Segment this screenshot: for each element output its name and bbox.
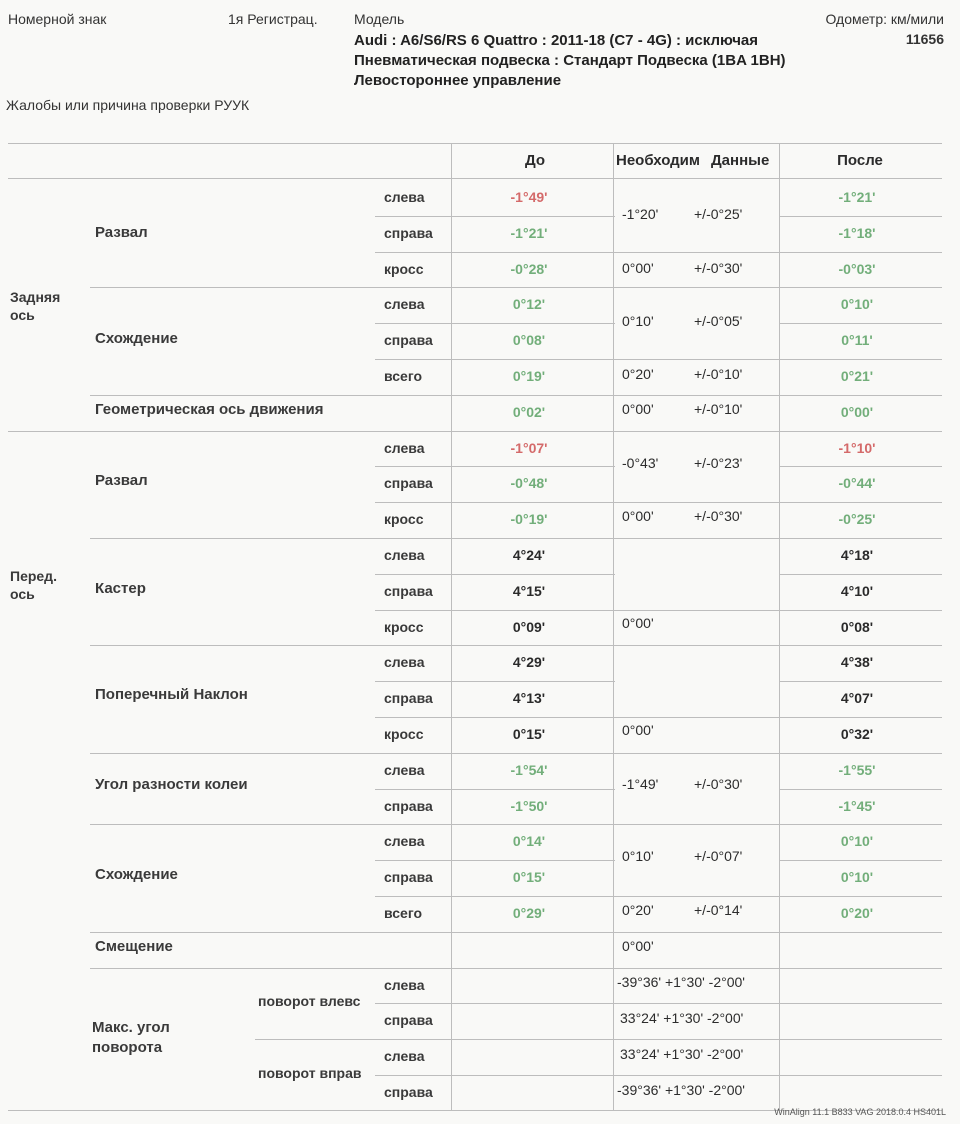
grid-line	[375, 574, 615, 575]
grid-line	[375, 717, 615, 718]
value-before: 4°29'	[512, 654, 546, 671]
spec-tolerance: +/-0°23'	[694, 455, 743, 471]
complaints-label: Жалобы или причина проверки РУУК	[6, 97, 250, 113]
spec-nominal: 0°20'	[622, 902, 654, 918]
grid-line	[613, 359, 779, 360]
grid-line	[255, 1039, 942, 1040]
grid-line	[90, 753, 942, 754]
sai-label: Поперечный Наклон	[95, 686, 248, 703]
max-turn-label: Макс. угол поворота	[92, 1019, 170, 1056]
value-before: 0°02'	[512, 403, 546, 420]
spec-nominal: 0°10'	[622, 313, 654, 329]
spec-tolerance: +/-0°25'	[694, 206, 743, 222]
value-before: -1°21'	[510, 224, 548, 241]
spec-nominal: 0°00'	[622, 260, 654, 276]
grid-line	[613, 252, 779, 253]
spec-nominal: 0°00'	[622, 938, 654, 954]
spec-nominal: 0°00'	[622, 508, 654, 524]
row-side-label: слева	[384, 761, 425, 778]
value-after: 4°10'	[840, 582, 874, 599]
grid-line	[779, 896, 942, 897]
spec-tolerance: +/-0°05'	[694, 313, 743, 329]
value-before: 0°15'	[512, 725, 546, 742]
grid-line	[613, 502, 779, 503]
value-before: -0°19'	[510, 511, 548, 528]
value-after: 4°07'	[840, 690, 874, 707]
value-after: 0°10'	[840, 869, 874, 886]
value-before: -1°49'	[510, 188, 548, 205]
grid-line	[90, 287, 942, 288]
value-after: -1°45'	[838, 797, 876, 814]
thrust-angle-label: Геометрическая ось движения	[95, 401, 324, 418]
value-after: -1°55'	[838, 761, 876, 778]
value-before: -0°28'	[510, 260, 548, 277]
grid-line	[375, 681, 615, 682]
spec-tolerance: +/-0°30'	[694, 776, 743, 792]
grid-line	[375, 896, 615, 897]
spec-turn: -39°36' +1°30' -2°00'	[617, 1082, 745, 1098]
value-after: -1°21'	[838, 188, 876, 205]
grid-line	[90, 645, 942, 646]
grid-line	[90, 824, 942, 825]
value-before: 0°09'	[512, 618, 546, 635]
row-side-label: кросс	[384, 725, 424, 742]
grid-line	[779, 1075, 942, 1076]
grid-line	[375, 789, 615, 790]
value-before: 0°15'	[512, 869, 546, 886]
col-required: Необходим	[616, 152, 701, 169]
value-before: 4°13'	[512, 690, 546, 707]
registration-label: 1я Регистрац.	[228, 11, 318, 27]
spec-nominal: 0°00'	[622, 401, 654, 417]
spec-nominal: -1°49'	[622, 776, 659, 792]
grid-line	[613, 896, 779, 897]
odometer-value: 11656	[905, 31, 944, 47]
row-side-label: справа	[384, 797, 433, 814]
rear-toe-label: Схождение	[95, 330, 178, 347]
value-after: 0°32'	[840, 725, 874, 742]
value-before: -1°50'	[510, 797, 548, 814]
row-side-label: справа	[384, 224, 433, 241]
row-side-label: слева	[384, 1048, 425, 1065]
grid-line	[779, 717, 942, 718]
spec-tolerance: +/-0°10'	[694, 401, 743, 417]
grid-line	[779, 252, 942, 253]
grid-line	[375, 216, 615, 217]
value-before: 0°12'	[512, 296, 546, 313]
value-after: 4°38'	[840, 654, 874, 671]
row-side-label: справа	[384, 690, 433, 707]
value-after: 0°08'	[840, 618, 874, 635]
value-after: -1°10'	[838, 439, 876, 456]
value-after: -0°03'	[838, 260, 876, 277]
row-side-label: справа	[384, 869, 433, 886]
row-side-label: справа	[384, 475, 433, 492]
spec-tolerance: +/-0°30'	[694, 508, 743, 524]
grid-line	[613, 1003, 779, 1004]
row-side-label: справа	[384, 582, 433, 599]
value-after: 0°21'	[840, 367, 874, 384]
grid-line	[375, 502, 615, 503]
row-side-label: справа	[384, 1083, 433, 1100]
value-before: 0°14'	[512, 833, 546, 850]
grid-line	[90, 932, 942, 933]
spec-turn: -39°36' +1°30' -2°00'	[617, 974, 745, 990]
value-after: 4°18'	[840, 546, 874, 563]
value-after: 0°10'	[840, 833, 874, 850]
col-before: До	[524, 152, 546, 169]
grid-line	[375, 610, 615, 611]
grid-line	[375, 466, 615, 467]
grid-line	[613, 1075, 779, 1076]
grid-line	[375, 860, 615, 861]
spec-nominal: -0°43'	[622, 455, 659, 471]
grid-line	[779, 502, 942, 503]
grid-line	[779, 681, 942, 682]
spec-turn: 33°24' +1°30' -2°00'	[620, 1010, 744, 1026]
row-side-label: кросс	[384, 511, 424, 528]
model-line-2: Пневматическая подвеска : Стандарт Подвеска (1BA 1BH)	[354, 52, 786, 69]
value-after: -0°44'	[838, 475, 876, 492]
row-side-label: слева	[384, 546, 425, 563]
spec-nominal: 0°00'	[622, 615, 654, 631]
value-before: -0°48'	[510, 475, 548, 492]
grid-line	[375, 1075, 615, 1076]
value-after: -0°25'	[838, 511, 876, 528]
row-side-label: кросс	[384, 618, 424, 635]
grid-line	[779, 860, 942, 861]
odometer-label: Одометр: км/мили	[825, 11, 944, 27]
grid-line	[8, 431, 942, 432]
value-before: -1°07'	[510, 439, 548, 456]
caster-label: Кастер	[95, 580, 146, 597]
grid-line	[90, 395, 942, 396]
row-side-label: слева	[384, 188, 425, 205]
col-after: После	[837, 152, 883, 169]
grid-line	[375, 323, 615, 324]
grid-line	[779, 789, 942, 790]
grid-line	[451, 143, 452, 1110]
spec-nominal: 0°10'	[622, 848, 654, 864]
model-label: Модель	[354, 11, 405, 27]
row-side-label: слева	[384, 439, 425, 456]
front-camber-label: Развал	[95, 472, 148, 489]
value-after: 0°00'	[840, 403, 874, 420]
row-side-label: слева	[384, 654, 425, 671]
grid-line	[779, 143, 780, 1110]
toe-out-turns-label: Угол разности колеи	[95, 776, 248, 793]
row-side-label: слева	[384, 833, 425, 850]
plate-label: Номерной знак	[8, 11, 107, 27]
spec-nominal: 0°00'	[622, 722, 654, 738]
value-before: 4°24'	[512, 546, 546, 563]
grid-line	[779, 574, 942, 575]
grid-line	[779, 466, 942, 467]
grid-line	[8, 178, 942, 179]
grid-line	[613, 717, 779, 718]
spec-tolerance: +/-0°10'	[694, 366, 743, 382]
front-axle-label: Перед. ось	[10, 568, 57, 602]
spec-turn: 33°24' +1°30' -2°00'	[620, 1046, 744, 1062]
model-line-3: Левостороннее управление	[354, 72, 562, 89]
front-toe-label: Схождение	[95, 866, 178, 883]
grid-line	[90, 968, 942, 969]
grid-line	[90, 538, 942, 539]
model-line-1: Audi : A6/S6/RS 6 Quattro : 2011-18 (C7 - 4G) : исключая	[354, 32, 759, 49]
grid-line	[779, 1003, 942, 1004]
value-before: 0°19'	[512, 367, 546, 384]
value-after: 0°10'	[840, 296, 874, 313]
grid-line	[779, 610, 942, 611]
spec-tolerance: +/-0°14'	[694, 902, 743, 918]
grid-line	[375, 359, 615, 360]
grid-line	[779, 359, 942, 360]
row-side-label: кросс	[384, 260, 424, 277]
row-side-label: всего	[384, 904, 423, 921]
spec-tolerance: +/-0°30'	[694, 260, 743, 276]
spec-nominal: -1°20'	[622, 206, 659, 222]
grid-line	[375, 1003, 615, 1004]
value-after: 0°20'	[840, 904, 874, 921]
value-after: 0°11'	[841, 332, 873, 349]
grid-line	[779, 216, 942, 217]
grid-line	[779, 323, 942, 324]
row-side-label: всего	[384, 367, 423, 384]
grid-line	[613, 610, 779, 611]
setback-label: Смещение	[95, 938, 173, 955]
value-before: 0°29'	[512, 904, 546, 921]
grid-line	[375, 252, 615, 253]
value-before: 4°15'	[512, 582, 546, 599]
value-before: -1°54'	[510, 761, 548, 778]
value-after: -1°18'	[838, 224, 876, 241]
software-version: WinAlign 11.1 B833 VAG 2018.0.4 HS401L	[774, 1107, 946, 1117]
turn-left-label: поворот влевс	[258, 993, 361, 1009]
row-side-label: справа	[384, 332, 433, 349]
col-data: Данные	[711, 152, 770, 169]
spec-nominal: 0°20'	[622, 366, 654, 382]
spec-tolerance: +/-0°07'	[694, 848, 743, 864]
row-side-label: слева	[384, 296, 425, 313]
grid-line	[8, 143, 942, 144]
row-side-label: слева	[384, 976, 425, 993]
rear-axle-label: Задняя ось	[10, 289, 61, 323]
row-side-label: справа	[384, 1012, 433, 1029]
grid-line	[613, 143, 614, 1110]
turn-right-label: поворот вправ	[258, 1065, 362, 1081]
value-before: 0°08'	[512, 332, 546, 349]
rear-camber-label: Развал	[95, 224, 148, 241]
